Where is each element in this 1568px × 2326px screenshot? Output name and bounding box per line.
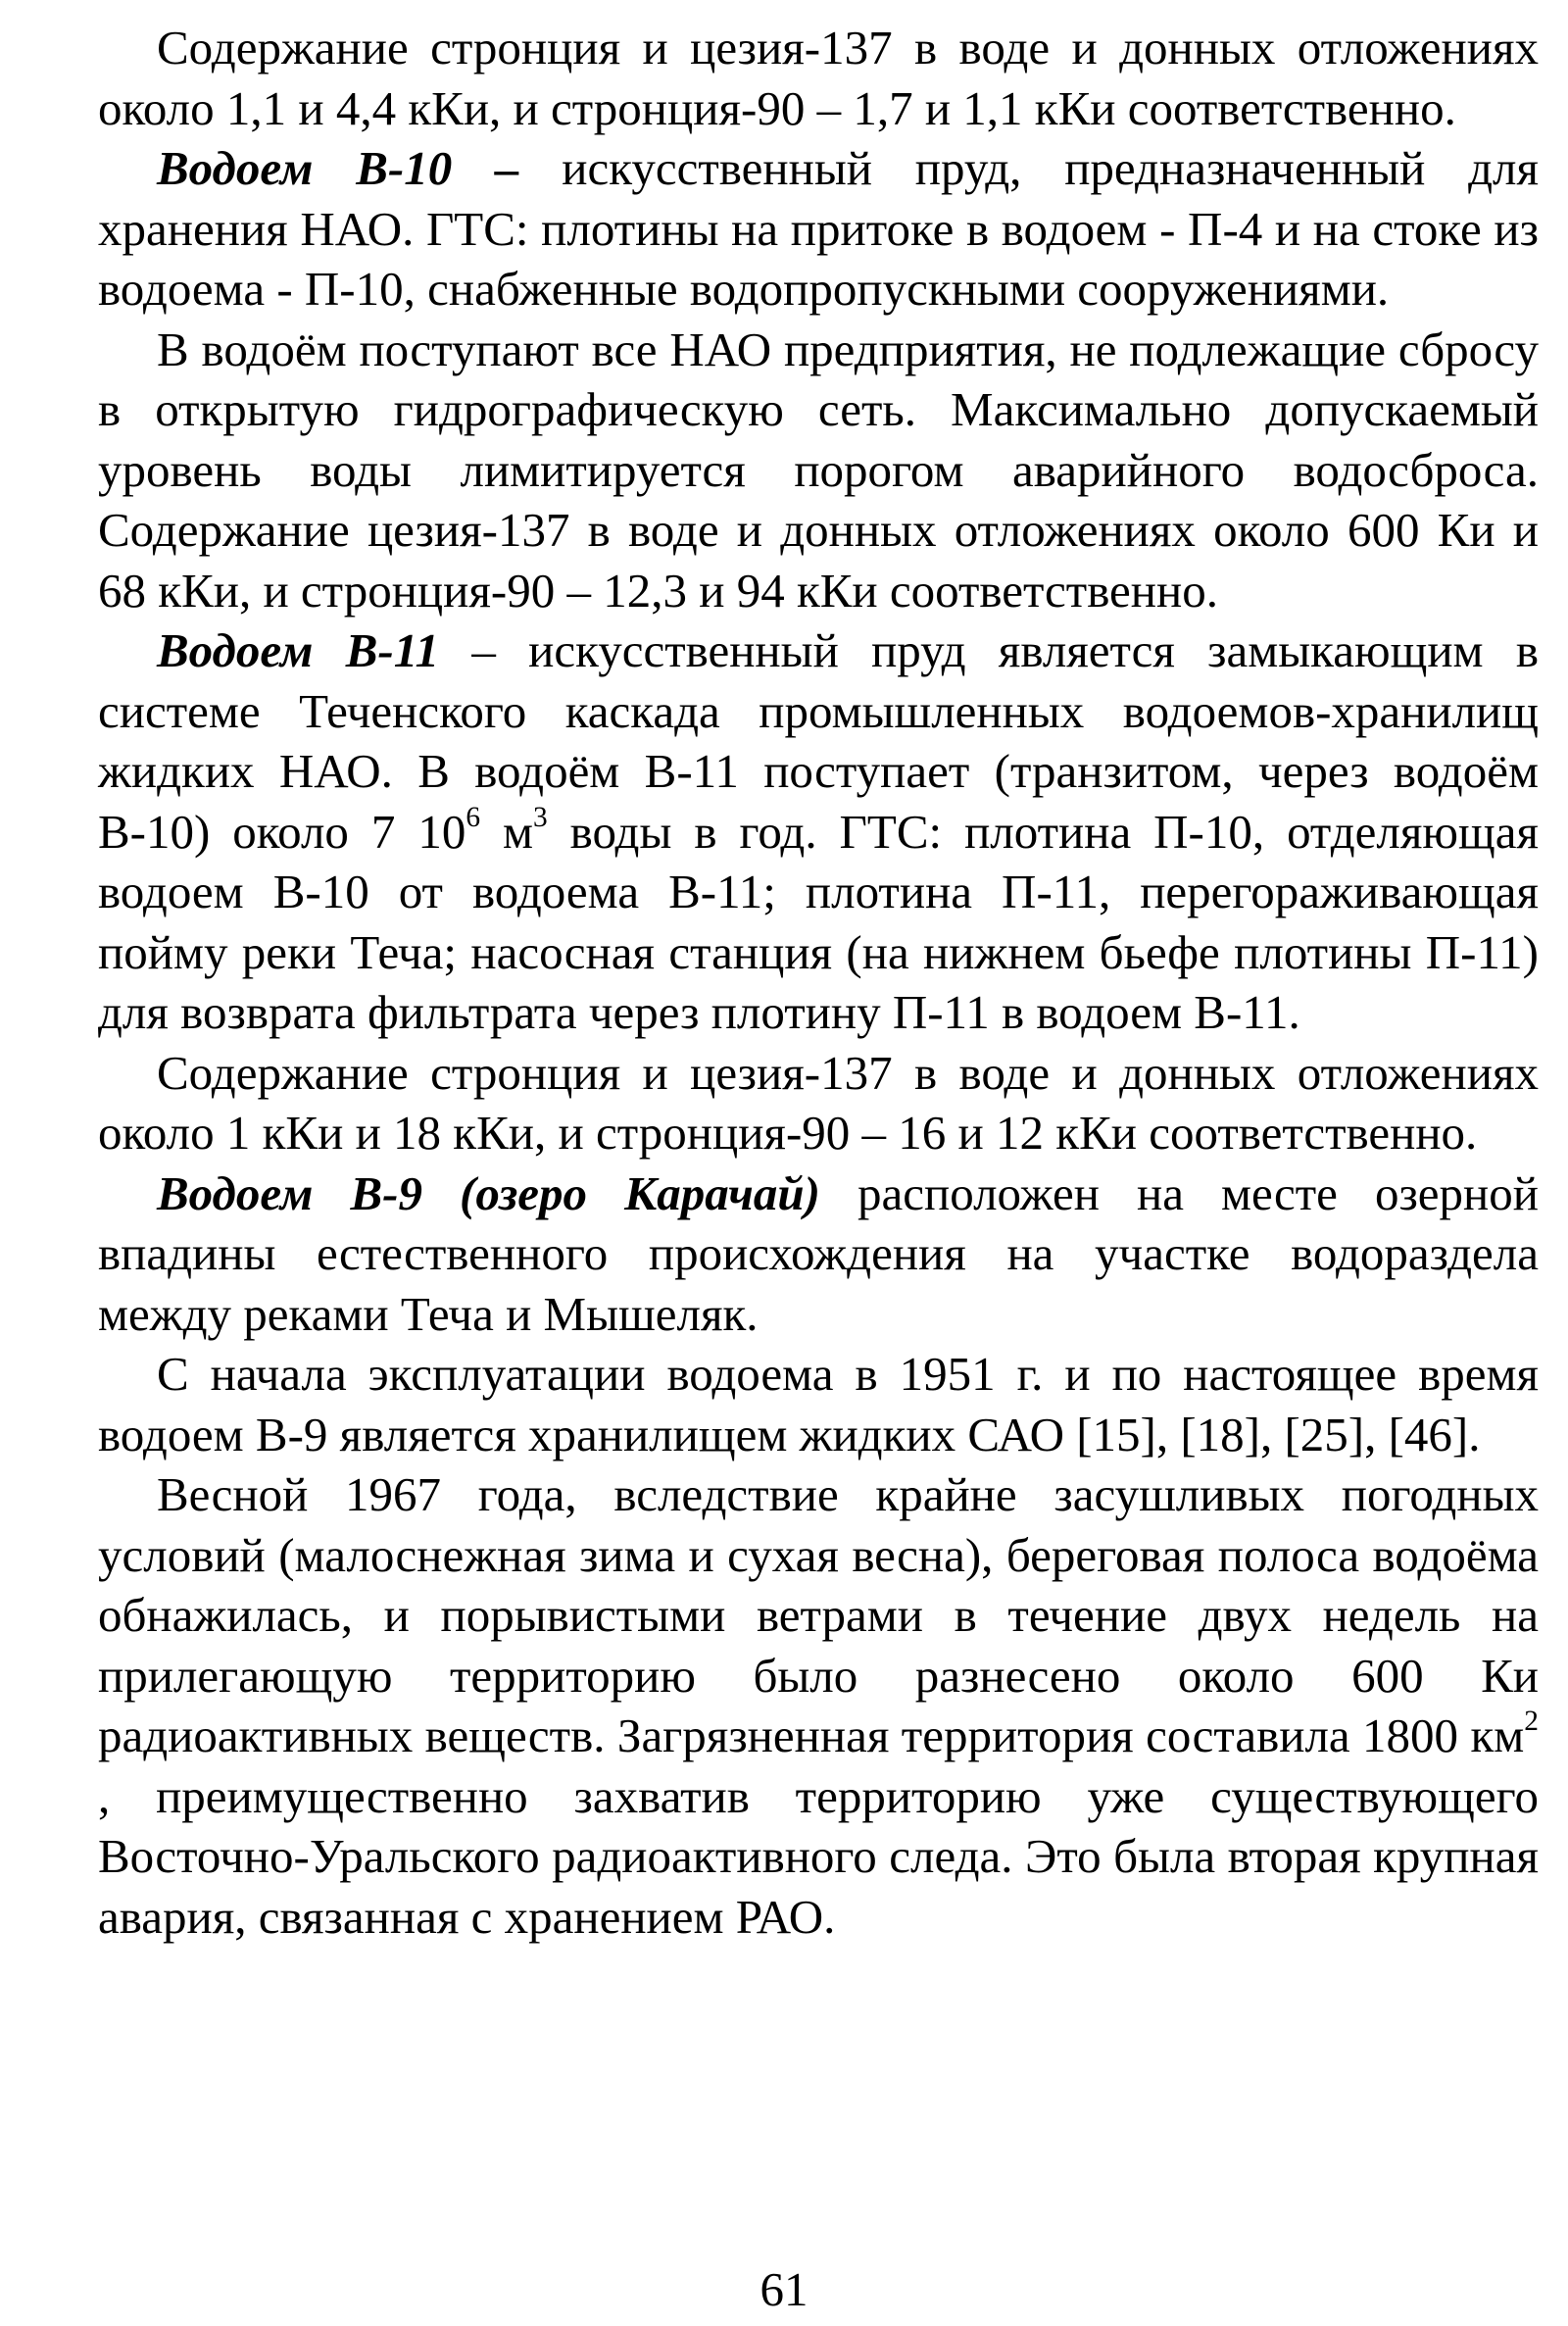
reservoir-b11-heading: Водоем В-11 (157, 623, 440, 677)
paragraph-text: Весной 1967 года, вследствие крайне засушливых погодных условий (малоснежная зима и сухая весна), береговая полоса водоёма обнажилась, и порывистыми ветрами в течение двух недель на прилегающую территорию было разнесено около 600 Ки радиоактивных веществ. Загрязненная территория составила 1800 км (98, 1467, 1539, 1762)
reservoir-b10-heading: Водоем В-10 – (157, 141, 519, 195)
paragraph-text: искусственный пруд, предназначенный для хранения НАО. ГТС: плотины на притоке в водоем - П-4 и на стоке из водоема - П-10, снабженные водопропускными сооружениями. (98, 141, 1539, 316)
superscript-square: 2 (1524, 1706, 1539, 1738)
reservoir-b9-heading: Водоем В-9 (озеро Карачай) (157, 1165, 820, 1220)
page-body (98, 18, 1539, 1947)
paragraph-reservoir-b11 (98, 620, 1539, 1043)
paragraph-text: воды в год. ГТС: плотина П-10, отделяющая водоем В-10 от водоема В-11; плотина П-11, перегораживающая пойму реки Теча; насосная станция (на нижнем бьефе плотины П-11) для возврата фильтрата через плотину П-11 в водоем В-11. (98, 804, 1539, 1039)
paragraph-text: Содержание стронция и цезия-137 в воде и донных отложениях около 1,1 и 4,4 кКи, и стронция-90 – 1,7 и 1,1 кКи соответственно. (98, 21, 1539, 135)
superscript-cubic: 3 (533, 801, 548, 833)
paragraph-text: , преимущественно захватив территорию уже существующего Восточно-Уральского радиоактивного следа. Это была вторая крупная авария, связанная с хранением РАО. (98, 1768, 1539, 1944)
page-number: 61 (760, 2262, 808, 2316)
paragraph-text: м (480, 804, 533, 859)
paragraph-text: Содержание стронция и цезия-137 в воде и донных отложениях около 1 кКи и 18 кКи, и стронция-90 – 16 и 12 кКи соответственно. (98, 1045, 1539, 1160)
paragraph-1967-accident (98, 1464, 1539, 1947)
paragraph-text: – искусственный пруд является замыкающим в системе Теченского каскада промышленных водоемов-хранилищ жидких НАО. В водоём В-11 поступает (транзитом, через водоём В-10) около 7 10 (98, 623, 1539, 859)
paragraph-text: расположен на месте озерной впадины естественного происхождения на участке водораздела между реками Теча и Мышеляк. (98, 1165, 1539, 1341)
paragraph-b10-inflow (98, 320, 1539, 621)
paragraph-reservoir-b10 (98, 138, 1539, 320)
superscript-exponent: 6 (466, 801, 481, 833)
paragraph-text: В водоём поступают все НАО предприятия, не подлежащие сбросу в открытую гидрографическую сеть. Максимально допускаемый уровень воды лимитируется порогом аварийного водосброса. Содержание цезия-137 в воде и донных отложениях около 600 Ки и 68 кКи, и стронция-90 – 12,3 и 94 кКи соответственно. (98, 322, 1539, 618)
paragraph-text: С начала эксплуатации водоема в 1951 г. и по настоящее время водоем В-9 является хранилищем жидких САО [15], [18], [25], [46]. (98, 1347, 1539, 1461)
paragraph-reservoir-b9 (98, 1163, 1539, 1345)
paragraph-strontium-cesium-b11 (98, 1043, 1539, 1163)
paragraph-strontium-cesium-b4 (98, 18, 1539, 138)
paragraph-b9-operation (98, 1344, 1539, 1464)
